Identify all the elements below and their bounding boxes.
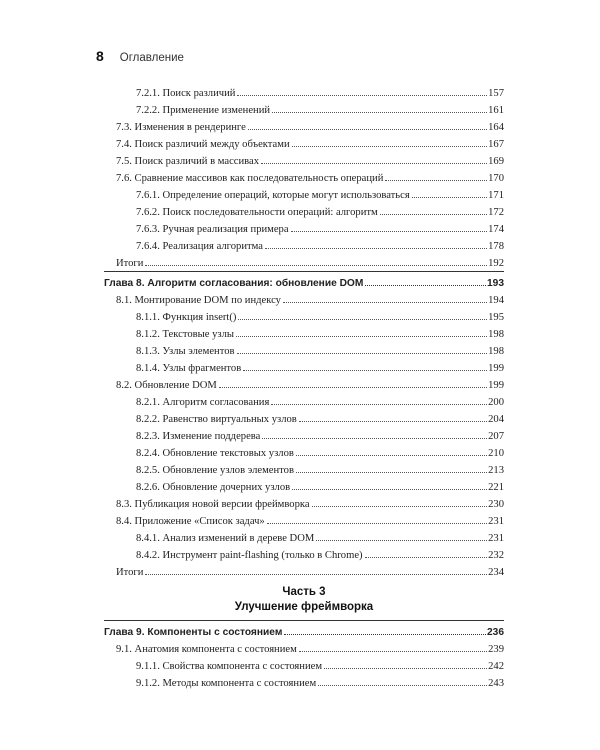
toc-entry[interactable] <box>136 464 504 478</box>
toc-entry[interactable] <box>136 396 504 410</box>
dot-leader <box>248 129 487 130</box>
page-header <box>96 48 184 64</box>
toc-page-number: 200 <box>488 397 504 408</box>
toc-page-number: 213 <box>488 465 504 476</box>
toc-entry-title: 8.1. Монтирование DOM по индексу <box>116 295 281 306</box>
toc-page-number: 207 <box>488 431 504 442</box>
toc-entry-title: 7.6.4. Реализация алгоритма <box>136 241 263 252</box>
toc-entry[interactable] <box>136 677 504 691</box>
toc-entry-title: 8.4.2. Инструмент paint-flashing (только в Chrome) <box>136 550 363 561</box>
dot-leader <box>296 472 487 473</box>
toc-page-number: 242 <box>488 661 504 672</box>
toc-page-number: 234 <box>488 567 504 578</box>
chapter-divider <box>104 271 504 272</box>
dot-leader <box>237 353 488 354</box>
toc-entry[interactable] <box>116 379 504 393</box>
dot-leader <box>312 506 488 507</box>
toc-entry-title: 8.3. Публикация новой версии фреймворка <box>116 499 310 510</box>
toc-entry[interactable] <box>136 532 504 546</box>
toc-entry-title: 7.3. Изменения в рендеринге <box>116 122 246 133</box>
toc-page-number: 172 <box>488 207 504 218</box>
toc-entry-title: 8.2.6. Обновление дочерних узлов <box>136 482 291 493</box>
toc-page-number: 236 <box>487 627 504 638</box>
toc-page-number: 194 <box>488 295 504 306</box>
dot-leader <box>261 163 487 164</box>
toc-page-number: 221 <box>488 482 504 493</box>
toc-page-number: 210 <box>488 448 504 459</box>
dot-leader <box>316 540 487 541</box>
toc-entry-title: Итоги <box>116 567 144 578</box>
toc-page-number: 231 <box>488 516 504 527</box>
dot-leader <box>243 370 487 371</box>
dot-leader <box>299 651 487 652</box>
toc-entry-title: 9.1.2. Методы компонента с состоянием <box>136 678 317 689</box>
toc-entry-title: 8.2.1. Алгоритм согласования <box>136 397 270 408</box>
toc-entry-title: Итоги <box>116 258 144 269</box>
toc-page-number: 161 <box>488 105 504 116</box>
toc-entry-title: 8.1.2. Текстовые узлы <box>136 329 234 340</box>
toc-page-number: 170 <box>488 173 504 184</box>
chapter-divider <box>104 620 504 621</box>
dot-leader <box>296 455 487 456</box>
toc-chapter-9[interactable] <box>104 626 504 640</box>
running-title: Оглавление <box>119 52 184 64</box>
dot-leader <box>380 214 487 215</box>
dot-leader <box>324 668 487 669</box>
toc-entry-title: 9.1.1. Свойства компонента с состоянием <box>136 661 323 672</box>
dot-leader <box>283 302 487 303</box>
toc-page-number: 199 <box>488 363 504 374</box>
toc-entry[interactable] <box>136 413 504 427</box>
toc-entry-title: 7.6.3. Ручная реализация примера <box>136 224 289 235</box>
toc-entry[interactable] <box>116 172 504 186</box>
toc-entry[interactable] <box>136 362 504 376</box>
toc-page-number: 232 <box>488 550 504 561</box>
toc-entry-title: 8.2.3. Изменение поддерева <box>136 431 261 442</box>
dot-leader <box>237 95 487 96</box>
toc-entry[interactable] <box>136 311 504 325</box>
toc-page-number: 193 <box>487 278 504 289</box>
toc-entry-title: 8.4. Приложение «Список задач» <box>116 516 265 527</box>
toc-page-number: 239 <box>488 644 504 655</box>
toc-entry-title: 8.1.1. Функция insert() <box>136 312 237 323</box>
toc-entry-title: 8.2. Обновление DOM <box>116 380 217 391</box>
toc-entry-title: 7.6.2. Поиск последовательности операций: алгоритм <box>136 207 378 218</box>
toc-entry-title: Глава 8. Алгоритм согласования: обновление DOM <box>104 278 364 289</box>
toc-entry[interactable] <box>136 660 504 674</box>
toc-entry[interactable] <box>136 240 504 254</box>
dot-leader <box>299 421 487 422</box>
toc-entry-title: 7.2.1. Поиск различий <box>136 88 236 99</box>
toc-entry[interactable] <box>116 643 504 657</box>
toc-entry[interactable] <box>136 87 504 101</box>
toc-entry-title: 7.6.1. Определение операций, которые могут использоваться <box>136 190 410 201</box>
toc-entry[interactable] <box>136 328 504 342</box>
toc-entry-title: 8.2.5. Обновление узлов элементов <box>136 465 294 476</box>
toc-page-number: 198 <box>488 329 504 340</box>
toc-page-number: 204 <box>488 414 504 425</box>
dot-leader <box>219 387 487 388</box>
toc-entry[interactable] <box>116 498 504 512</box>
toc-page-number: 157 <box>488 88 504 99</box>
dot-leader <box>365 285 486 286</box>
toc-entry[interactable] <box>136 430 504 444</box>
toc-page-number: 198 <box>488 346 504 357</box>
toc-chapter-8[interactable] <box>104 277 504 291</box>
toc-page-number: 243 <box>488 678 504 689</box>
toc-entry-title: Глава 9. Компоненты с состоянием <box>104 627 283 638</box>
toc-entry-title: 9.1. Анатомия компонента с состоянием <box>116 644 297 655</box>
toc-page-number: 174 <box>488 224 504 235</box>
toc-entry-title: 8.4.1. Анализ изменений в дереве DOM <box>136 533 315 544</box>
toc-page-number: 230 <box>488 499 504 510</box>
dot-leader <box>412 197 487 198</box>
part-title: Улучшение фреймворка <box>234 601 374 613</box>
toc-entry-title: 8.2.2. Равенство виртуальных узлов <box>136 414 297 425</box>
page-number: 8 <box>96 48 104 64</box>
dot-leader <box>238 319 487 320</box>
toc-page-number: 199 <box>488 380 504 391</box>
toc-entry[interactable] <box>116 566 504 580</box>
toc-entry[interactable] <box>116 257 504 271</box>
toc-entry-title: 8.1.3. Узлы элементов <box>136 346 235 357</box>
toc-entry-title: 7.4. Поиск различий между объектами <box>116 139 290 150</box>
toc-page-number: 192 <box>488 258 504 269</box>
toc-page-number: 195 <box>488 312 504 323</box>
toc-entry[interactable] <box>136 481 504 495</box>
toc-entry-title: 7.6. Сравнение массивов как последовательность операций <box>116 173 384 184</box>
part-label: Часть 3 <box>282 586 326 598</box>
toc-entry[interactable] <box>136 345 504 359</box>
toc-entry[interactable] <box>116 138 504 152</box>
toc-page-number: 171 <box>488 190 504 201</box>
dot-leader <box>365 557 488 558</box>
dot-leader <box>291 231 488 232</box>
toc-page-number: 231 <box>488 533 504 544</box>
dot-leader <box>271 404 487 405</box>
toc-entry-title: 7.5. Поиск различий в массивах <box>116 156 260 167</box>
toc-entry[interactable] <box>136 447 504 461</box>
toc-entry[interactable] <box>136 549 504 563</box>
toc-entry-title: 8.1.4. Узлы фрагментов <box>136 363 242 374</box>
dot-leader <box>236 336 487 337</box>
dot-leader <box>145 574 487 575</box>
dot-leader <box>292 489 487 490</box>
toc-entry[interactable] <box>136 206 504 220</box>
toc-entry[interactable] <box>116 515 504 529</box>
toc-entry-title: 8.2.4. Обновление текстовых узлов <box>136 448 294 459</box>
toc-entry[interactable] <box>116 155 504 169</box>
toc-entry[interactable] <box>116 121 504 135</box>
dot-leader <box>272 112 487 113</box>
dot-leader <box>385 180 487 181</box>
dot-leader <box>284 634 486 635</box>
dot-leader <box>145 265 487 266</box>
toc-page-number: 169 <box>488 156 504 167</box>
toc-entry-title: 7.2.2. Применение изменений <box>136 105 271 116</box>
toc-page-number: 167 <box>488 139 504 150</box>
toc-entry[interactable] <box>116 294 504 308</box>
toc-entry[interactable] <box>136 189 504 203</box>
toc-entry[interactable] <box>136 223 504 237</box>
dot-leader <box>262 438 487 439</box>
dot-leader <box>318 685 487 686</box>
toc-entry[interactable] <box>136 104 504 118</box>
dot-leader <box>292 146 487 147</box>
dot-leader <box>265 248 487 249</box>
toc-page-number: 164 <box>488 122 504 133</box>
dot-leader <box>267 523 487 524</box>
toc-page-number: 178 <box>488 241 504 252</box>
